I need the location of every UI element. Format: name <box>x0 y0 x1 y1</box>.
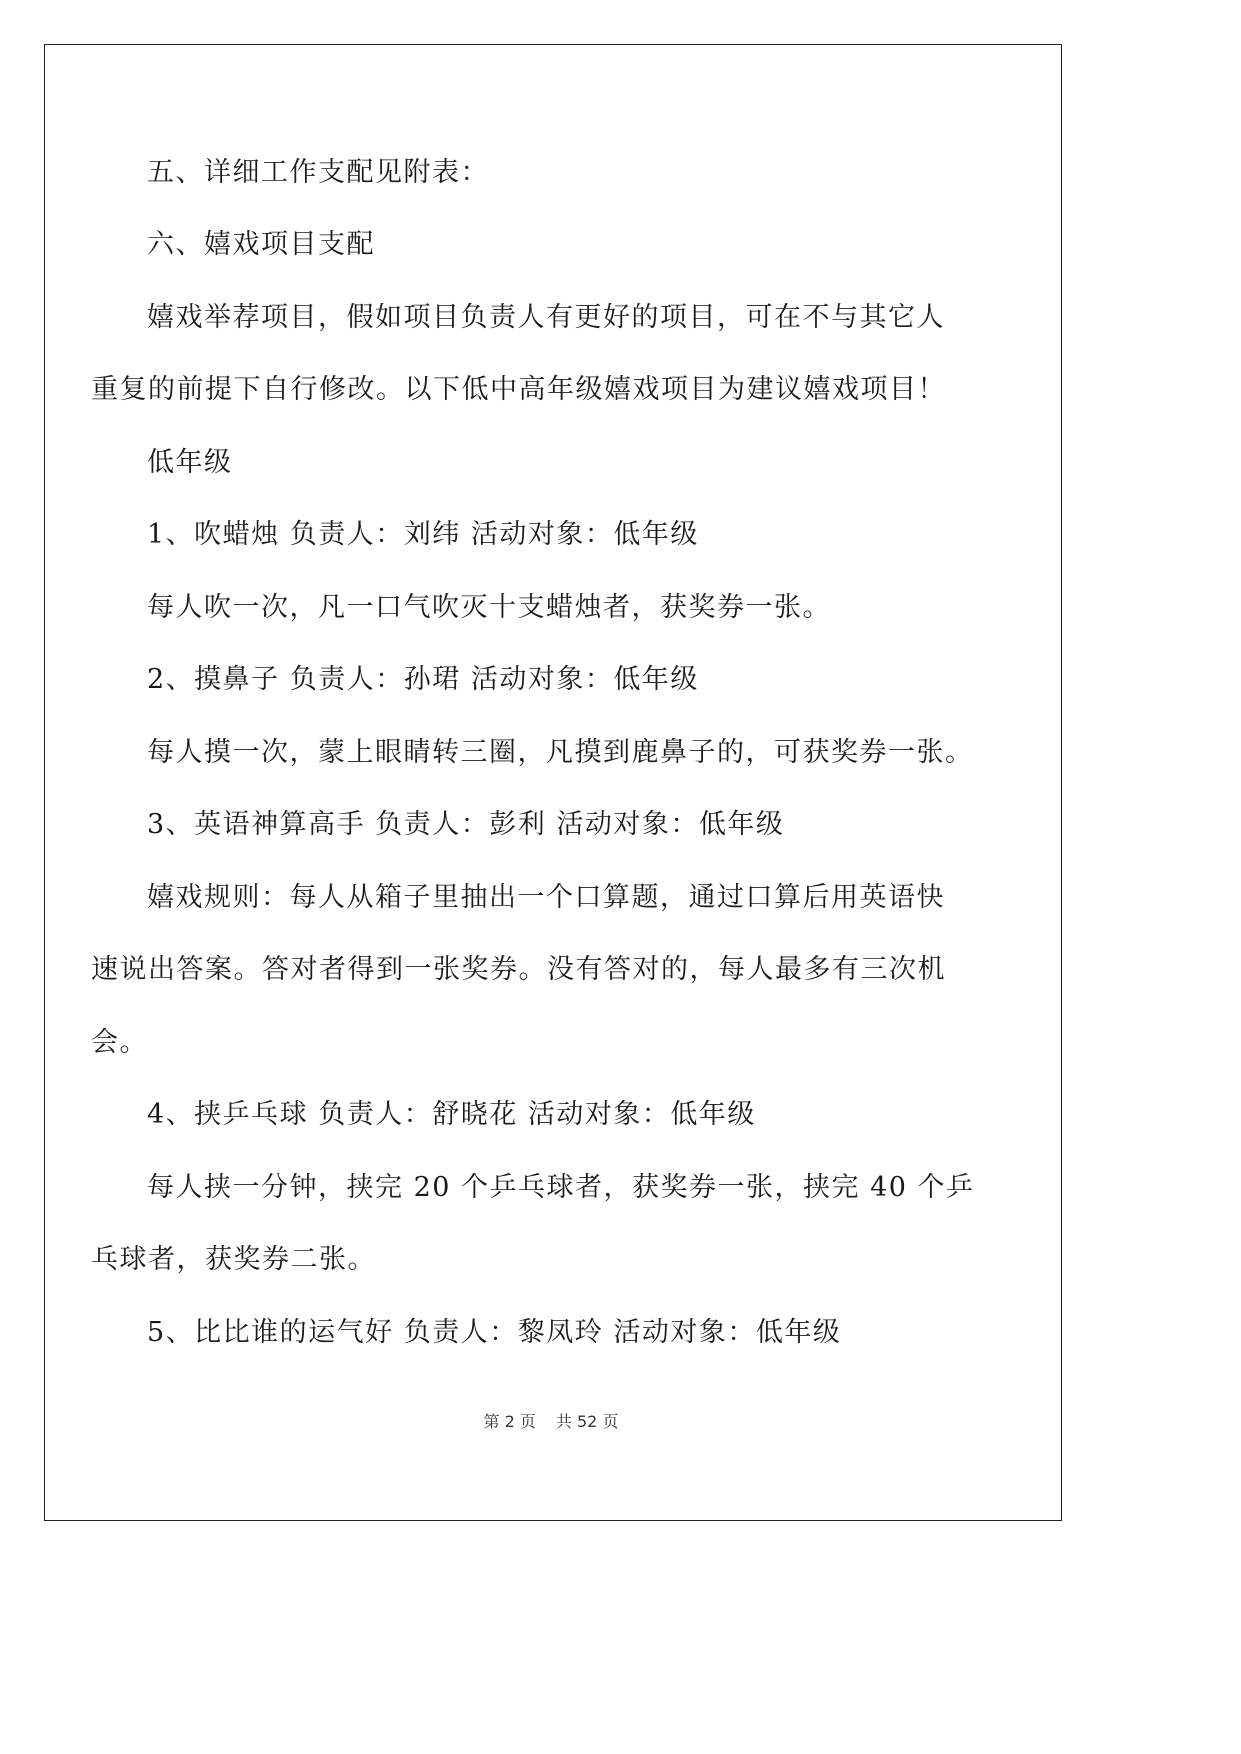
paragraph-line: 嬉戏举荐项目，假如项目负责人有更好的项目，可在不与其它人 <box>147 302 945 333</box>
game-item-heading: 3、英语神算高手 负责人：彭利 活动对象：低年级 <box>147 809 785 840</box>
page-border <box>44 44 1062 1521</box>
paragraph-line: 乓球者，获奖券二张。 <box>91 1244 376 1275</box>
page-footer <box>0 1412 1102 1432</box>
page-number: 第 2 页 <box>483 1412 536 1431</box>
paragraph-line: 会。 <box>91 1027 148 1058</box>
paragraph-line: 每人摸一次，蒙上眼睛转三圈，凡摸到鹿鼻子的，可获奖券一张。 <box>147 737 974 768</box>
grade-heading: 低年级 <box>147 447 233 478</box>
game-item-heading: 1、吹蜡烛 负责人：刘纬 活动对象：低年级 <box>147 519 699 550</box>
total-pages: 共 52 页 <box>555 1412 619 1431</box>
paragraph-line: 每人挟一分钟，挟完 20 个乒乓球者，获奖券一张，挟完 40 个乒 <box>147 1172 975 1203</box>
paragraph-line: 重复的前提下自行修改。以下低中高年级嬉戏项目为建议嬉戏项目！ <box>91 374 946 405</box>
section-6-heading: 六、嬉戏项目支配 <box>147 229 375 260</box>
game-item-heading: 5、比比谁的运气好 负责人：黎凤玲 活动对象：低年级 <box>147 1317 842 1348</box>
game-item-heading: 4、挟乒乓球 负责人：舒晓花 活动对象：低年级 <box>147 1099 756 1130</box>
paragraph-line: 速说出答案。答对者得到一张奖券。没有答对的，每人最多有三次机 <box>91 954 946 985</box>
section-5-heading: 五、详细工作支配见附表： <box>147 157 489 188</box>
game-item-heading: 2、摸鼻子 负责人：孙珺 活动对象：低年级 <box>147 664 699 695</box>
paragraph-line: 每人吹一次，凡一口气吹灭十支蜡烛者，获奖券一张。 <box>147 592 831 623</box>
paragraph-line: 嬉戏规则：每人从箱子里抽出一个口算题，通过口算后用英语快 <box>147 882 945 913</box>
